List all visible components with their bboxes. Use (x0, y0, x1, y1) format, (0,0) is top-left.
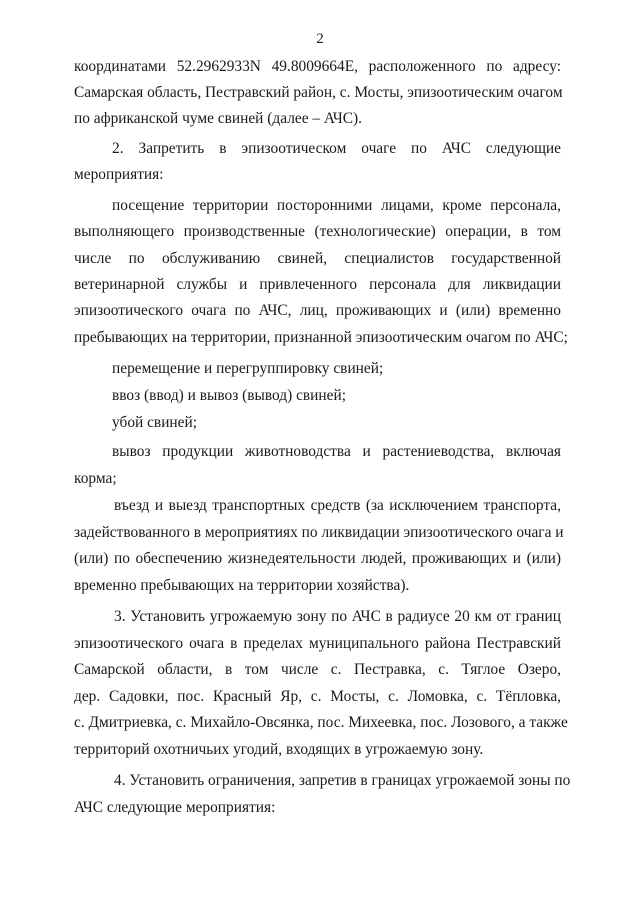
text-line: по африканской чуме свиней (далее – АЧС). (74, 110, 362, 127)
text-line: (или) по обеспечению жизнедеятельности людей, проживающих и (или) (74, 550, 561, 567)
text-line: корма; (74, 470, 117, 487)
text-line: числе по обслуживанию свиней, специалистов государственной (74, 250, 561, 267)
paragraph-2-heading: 2. Запретить в эпизоотическом очаге по АЧС следующие (112, 140, 561, 157)
text-line: эпизоотического очага по АЧС, лиц, проживающих и (или) временно (74, 302, 561, 319)
text-line: Самарской области, в том числе с. Пестравка, с. Тяглое Озеро, (74, 661, 561, 678)
text-line: эпизоотического очага в пределах муниципального района Пестравский (74, 635, 561, 652)
list-item-slaughter: убой свиней; (112, 414, 198, 431)
paragraph-4-heading: 4. Установить ограничения, запретив в границах угрожаемой зоны по (114, 772, 571, 789)
text-line: выполняющего производственные (технологические) операции, в том (74, 223, 561, 240)
text-line: АЧС следующие мероприятия: (74, 799, 276, 816)
text-line: с. Дмитриевка, с. Михайло-Овсянка, пос. Михеевка, пос. Лозового, а также (74, 714, 568, 731)
list-item-products: вывоз продукции животноводства и растениеводства, включая (112, 443, 561, 460)
text-line: дер. Садовки, пос. Красный Яр, с. Мосты, с. Ломовка, с. Тёпловка, (74, 688, 561, 705)
list-item-visits: посещение территории посторонними лицами, кроме персонала, (112, 197, 561, 214)
paragraph-3-heading: 3. Установить угрожаемую зону по АЧС в радиусе 20 км от границ (114, 608, 561, 625)
text-line: пребывающих на территории, признанной эпизоотическим очагом по АЧС; (74, 329, 568, 346)
list-item-regrouping: перемещение и перегруппировку свиней; (112, 360, 384, 377)
text-line: Самарская область, Пестравский район, с. Мосты, эпизоотическим очагом (74, 84, 563, 101)
text-line: мероприятия: (74, 166, 164, 183)
list-item-transport: въезд и выезд транспортных средств (за исключением транспорта, (114, 497, 561, 514)
text-line: ветеринарной службы и привлеченного персонала для ликвидации (74, 276, 561, 293)
text-line: координатами 52.2962933N 49.8009664E, расположенного по адресу: (74, 58, 561, 75)
list-item-import-export: ввоз (ввод) и вывоз (вывод) свиней; (112, 387, 346, 404)
text-line: территорий охотничьих угодий, входящих в угрожаемую зону. (74, 741, 484, 758)
text-line: временно пребывающих на территории хозяйства). (74, 577, 410, 594)
page-number: 2 (316, 31, 324, 47)
text-line: задействованного в мероприятиях по ликвидации эпизоотического очага и (74, 524, 564, 541)
